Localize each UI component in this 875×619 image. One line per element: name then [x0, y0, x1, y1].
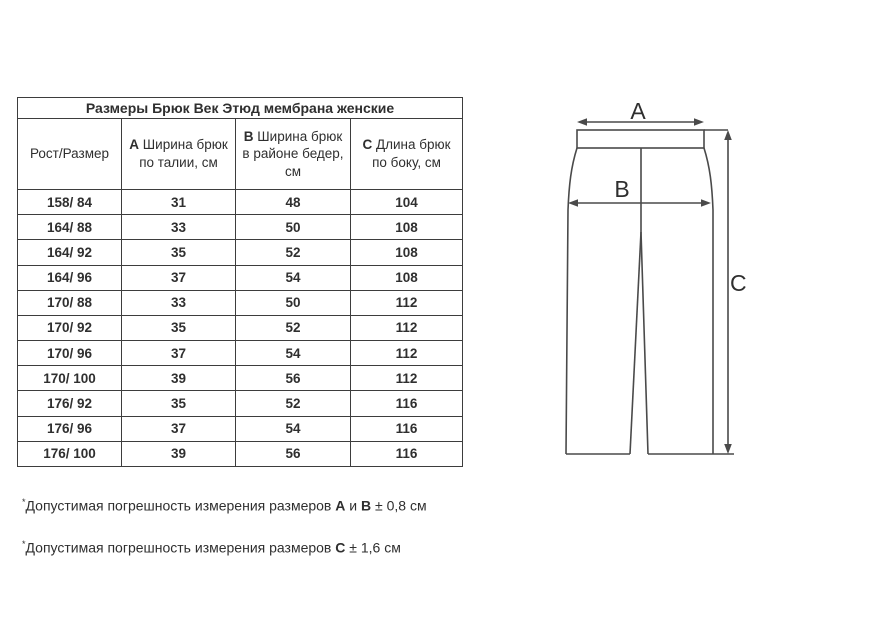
footnote-tolerance-c [22, 539, 401, 556]
table-row [18, 290, 463, 315]
footnote-letter-b: B [361, 497, 372, 514]
diagram-label-a: A [630, 98, 646, 124]
footnote-marker: * [22, 497, 26, 507]
cell-size: 176/ 100 [18, 441, 122, 466]
footnote-text: Допустимая погрешность измерения размеров [25, 539, 332, 556]
diagram-label-b: B [614, 176, 630, 202]
footnote-tolerance-value: ± 0,8 см [375, 497, 427, 514]
column-header-length [351, 119, 463, 190]
table-row [18, 265, 463, 290]
arrowhead-a-right [694, 118, 704, 126]
cell-length: 108 [351, 240, 463, 265]
footnote-tolerance-value: ± 1,6 см [349, 539, 401, 556]
cell-length: 112 [351, 315, 463, 340]
cell-length: 108 [351, 215, 463, 240]
table-row [18, 441, 463, 466]
cell-size: 176/ 92 [18, 391, 122, 416]
column-header-length-label: Длина брюк по боку, см [372, 137, 451, 170]
cell-waist: 39 [122, 441, 236, 466]
table-title: Размеры Брюк Век Этюд мембрана женские [18, 98, 463, 119]
footnote-conjunction: и [349, 497, 358, 514]
cell-waist: 35 [122, 391, 236, 416]
footnote-text: Допустимая погрешность измерения размеров [25, 497, 332, 514]
arrowhead-b-left [568, 199, 578, 207]
column-letter-c: C [362, 137, 373, 153]
column-letter-a: A [129, 137, 140, 153]
cell-waist: 39 [122, 366, 236, 391]
cell-waist: 31 [122, 190, 236, 215]
size-table [17, 97, 463, 467]
footnote-letter-a: A [335, 497, 346, 514]
table-row [18, 240, 463, 265]
cell-hips: 48 [236, 190, 351, 215]
cell-waist: 35 [122, 315, 236, 340]
footnote-marker: * [22, 539, 26, 549]
cell-size: 164/ 88 [18, 215, 122, 240]
cell-waist: 33 [122, 290, 236, 315]
cell-hips: 54 [236, 416, 351, 441]
cell-size: 158/ 84 [18, 190, 122, 215]
arrowhead-c-bottom [724, 444, 732, 454]
table-row [18, 190, 463, 215]
column-header-hips-label: Ширина брюк в районе бедер, см [242, 128, 344, 179]
table-row [18, 315, 463, 340]
cell-waist: 37 [122, 265, 236, 290]
cell-waist: 37 [122, 341, 236, 366]
arrowhead-b-right [701, 199, 711, 207]
column-letter-b: B [243, 128, 254, 144]
table-title-row [18, 98, 463, 119]
table-header-row [18, 119, 463, 190]
cell-length: 116 [351, 441, 463, 466]
arrowhead-c-top [724, 130, 732, 140]
cell-hips: 54 [236, 265, 351, 290]
cell-length: 112 [351, 290, 463, 315]
table-row [18, 341, 463, 366]
cell-hips: 50 [236, 290, 351, 315]
trousers-left-outline [566, 148, 577, 454]
cell-size: 176/ 96 [18, 416, 122, 441]
cell-hips: 56 [236, 366, 351, 391]
cell-size: 164/ 96 [18, 265, 122, 290]
cell-length: 108 [351, 265, 463, 290]
trousers-right-outline [704, 148, 713, 454]
column-header-waist-label: Ширина брюк по талии, см [139, 137, 228, 170]
table-row [18, 366, 463, 391]
cell-size: 170/ 88 [18, 290, 122, 315]
cell-hips: 52 [236, 315, 351, 340]
cell-length: 112 [351, 366, 463, 391]
cell-hips: 50 [236, 215, 351, 240]
column-header-waist [122, 119, 236, 190]
arrowhead-a-left [577, 118, 587, 126]
cell-waist: 35 [122, 240, 236, 265]
cell-size: 170/ 92 [18, 315, 122, 340]
cell-waist: 33 [122, 215, 236, 240]
column-header-hips [236, 119, 351, 190]
table-row [18, 215, 463, 240]
cell-length: 112 [351, 341, 463, 366]
trousers-right-inner-edge [641, 232, 648, 454]
cell-size: 170/ 96 [18, 341, 122, 366]
trousers-measurement-diagram [550, 95, 760, 475]
cell-length: 104 [351, 190, 463, 215]
cell-size: 164/ 92 [18, 240, 122, 265]
cell-waist: 37 [122, 416, 236, 441]
trousers-left-inner-edge [630, 232, 641, 454]
cell-hips: 52 [236, 391, 351, 416]
diagram-label-c: C [730, 270, 747, 296]
cell-hips: 52 [236, 240, 351, 265]
cell-hips: 56 [236, 441, 351, 466]
cell-length: 116 [351, 416, 463, 441]
cell-length: 116 [351, 391, 463, 416]
cell-hips: 54 [236, 341, 351, 366]
table-row [18, 391, 463, 416]
column-header-size: Рост/Размер [18, 119, 122, 190]
footnote-tolerance-ab [22, 497, 427, 514]
trousers-waistband [577, 130, 704, 148]
cell-size: 170/ 100 [18, 366, 122, 391]
footnote-letter-c: C [335, 539, 346, 556]
table-row [18, 416, 463, 441]
